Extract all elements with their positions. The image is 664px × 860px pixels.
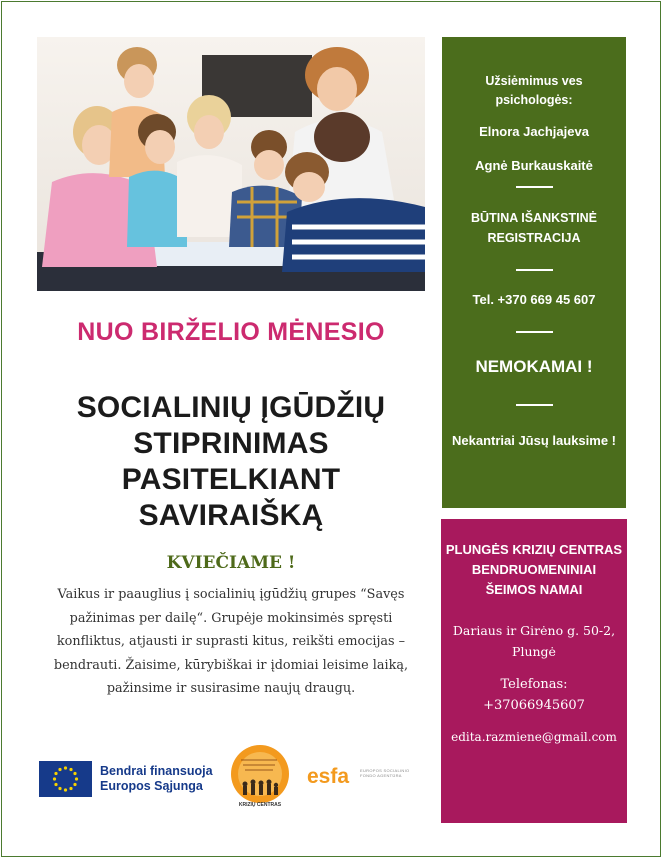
address: Dariaus ir Girėno g. 50-2, Plungė <box>452 623 616 659</box>
divider <box>516 269 553 271</box>
esfa-agency-text: EUROPOS SOCIALINIO FONDO AGENTŪRA <box>360 768 410 778</box>
divider <box>516 331 553 333</box>
esfa-logo <box>307 765 357 787</box>
eu-flag-logo <box>39 761 92 797</box>
children-drawing-photo <box>37 37 425 291</box>
krizu-centras-logo <box>227 744 293 810</box>
title-line: SAVIRAIŠKĄ <box>138 499 324 532</box>
title-line: SOCIALINIŲ ĮGŪDŽIŲ <box>76 391 386 424</box>
psychologists-lead: Užsiėmimus ves psichologės: <box>485 74 583 107</box>
info-box <box>442 37 626 508</box>
contact-box <box>441 519 627 823</box>
closing-text: Nekantriai Jūsų lauksime ! <box>451 433 616 448</box>
phone-label: Telefonas: <box>500 677 568 692</box>
psychologist-name: Elnora Jachjajeva <box>479 124 589 139</box>
phone-number: Tel. +370 669 45 607 <box>472 292 596 307</box>
krizu-caption: KRIZIŲ CENTRAS <box>238 802 282 808</box>
organization-name: PLUNGĖS KRIZIŲ CENTRAS BENDRUOMENINIAI ŠEIMOS NAMAI <box>445 542 623 597</box>
title-line: PASITELKIANT <box>121 463 341 496</box>
title-line: STIPRINIMAS <box>133 427 329 460</box>
invite-heading: KVIEČIAME ! <box>166 553 296 573</box>
page-title <box>37 390 425 534</box>
divider <box>516 186 553 188</box>
free-notice: NEMOKAMAI ! <box>475 357 593 376</box>
event-description: Vaikus ir paauglius į socialinių įgūdžių grupes “Savęs pažinimas per dailę“. Grupėje mokinsimės spręsti konfliktus, atjausti ir suprasti kitus, reikšti emocijas – bendrauti. Žaisime, kūrybiškai ir įdomiai leisime laiką, pažinsime ir susirasime naujų draugų. <box>53 587 409 696</box>
start-month-heading: NUO BIRŽELIO MĖNESIO <box>77 318 385 346</box>
eu-funding-text: Bendrai finansuoja Europos Sąjunga <box>100 764 213 793</box>
registration-notice: BŪTINA IŠANKSTINĖ REGISTRACIJA <box>471 211 597 245</box>
contact-phone: +37066945607 <box>483 698 585 713</box>
psychologist-name: Agnė Burkauskaitė <box>475 158 593 173</box>
contact-email: edita.razmiene@gmail.com <box>451 730 617 744</box>
esfa-wordmark: esfa <box>307 765 350 787</box>
divider <box>516 404 553 406</box>
